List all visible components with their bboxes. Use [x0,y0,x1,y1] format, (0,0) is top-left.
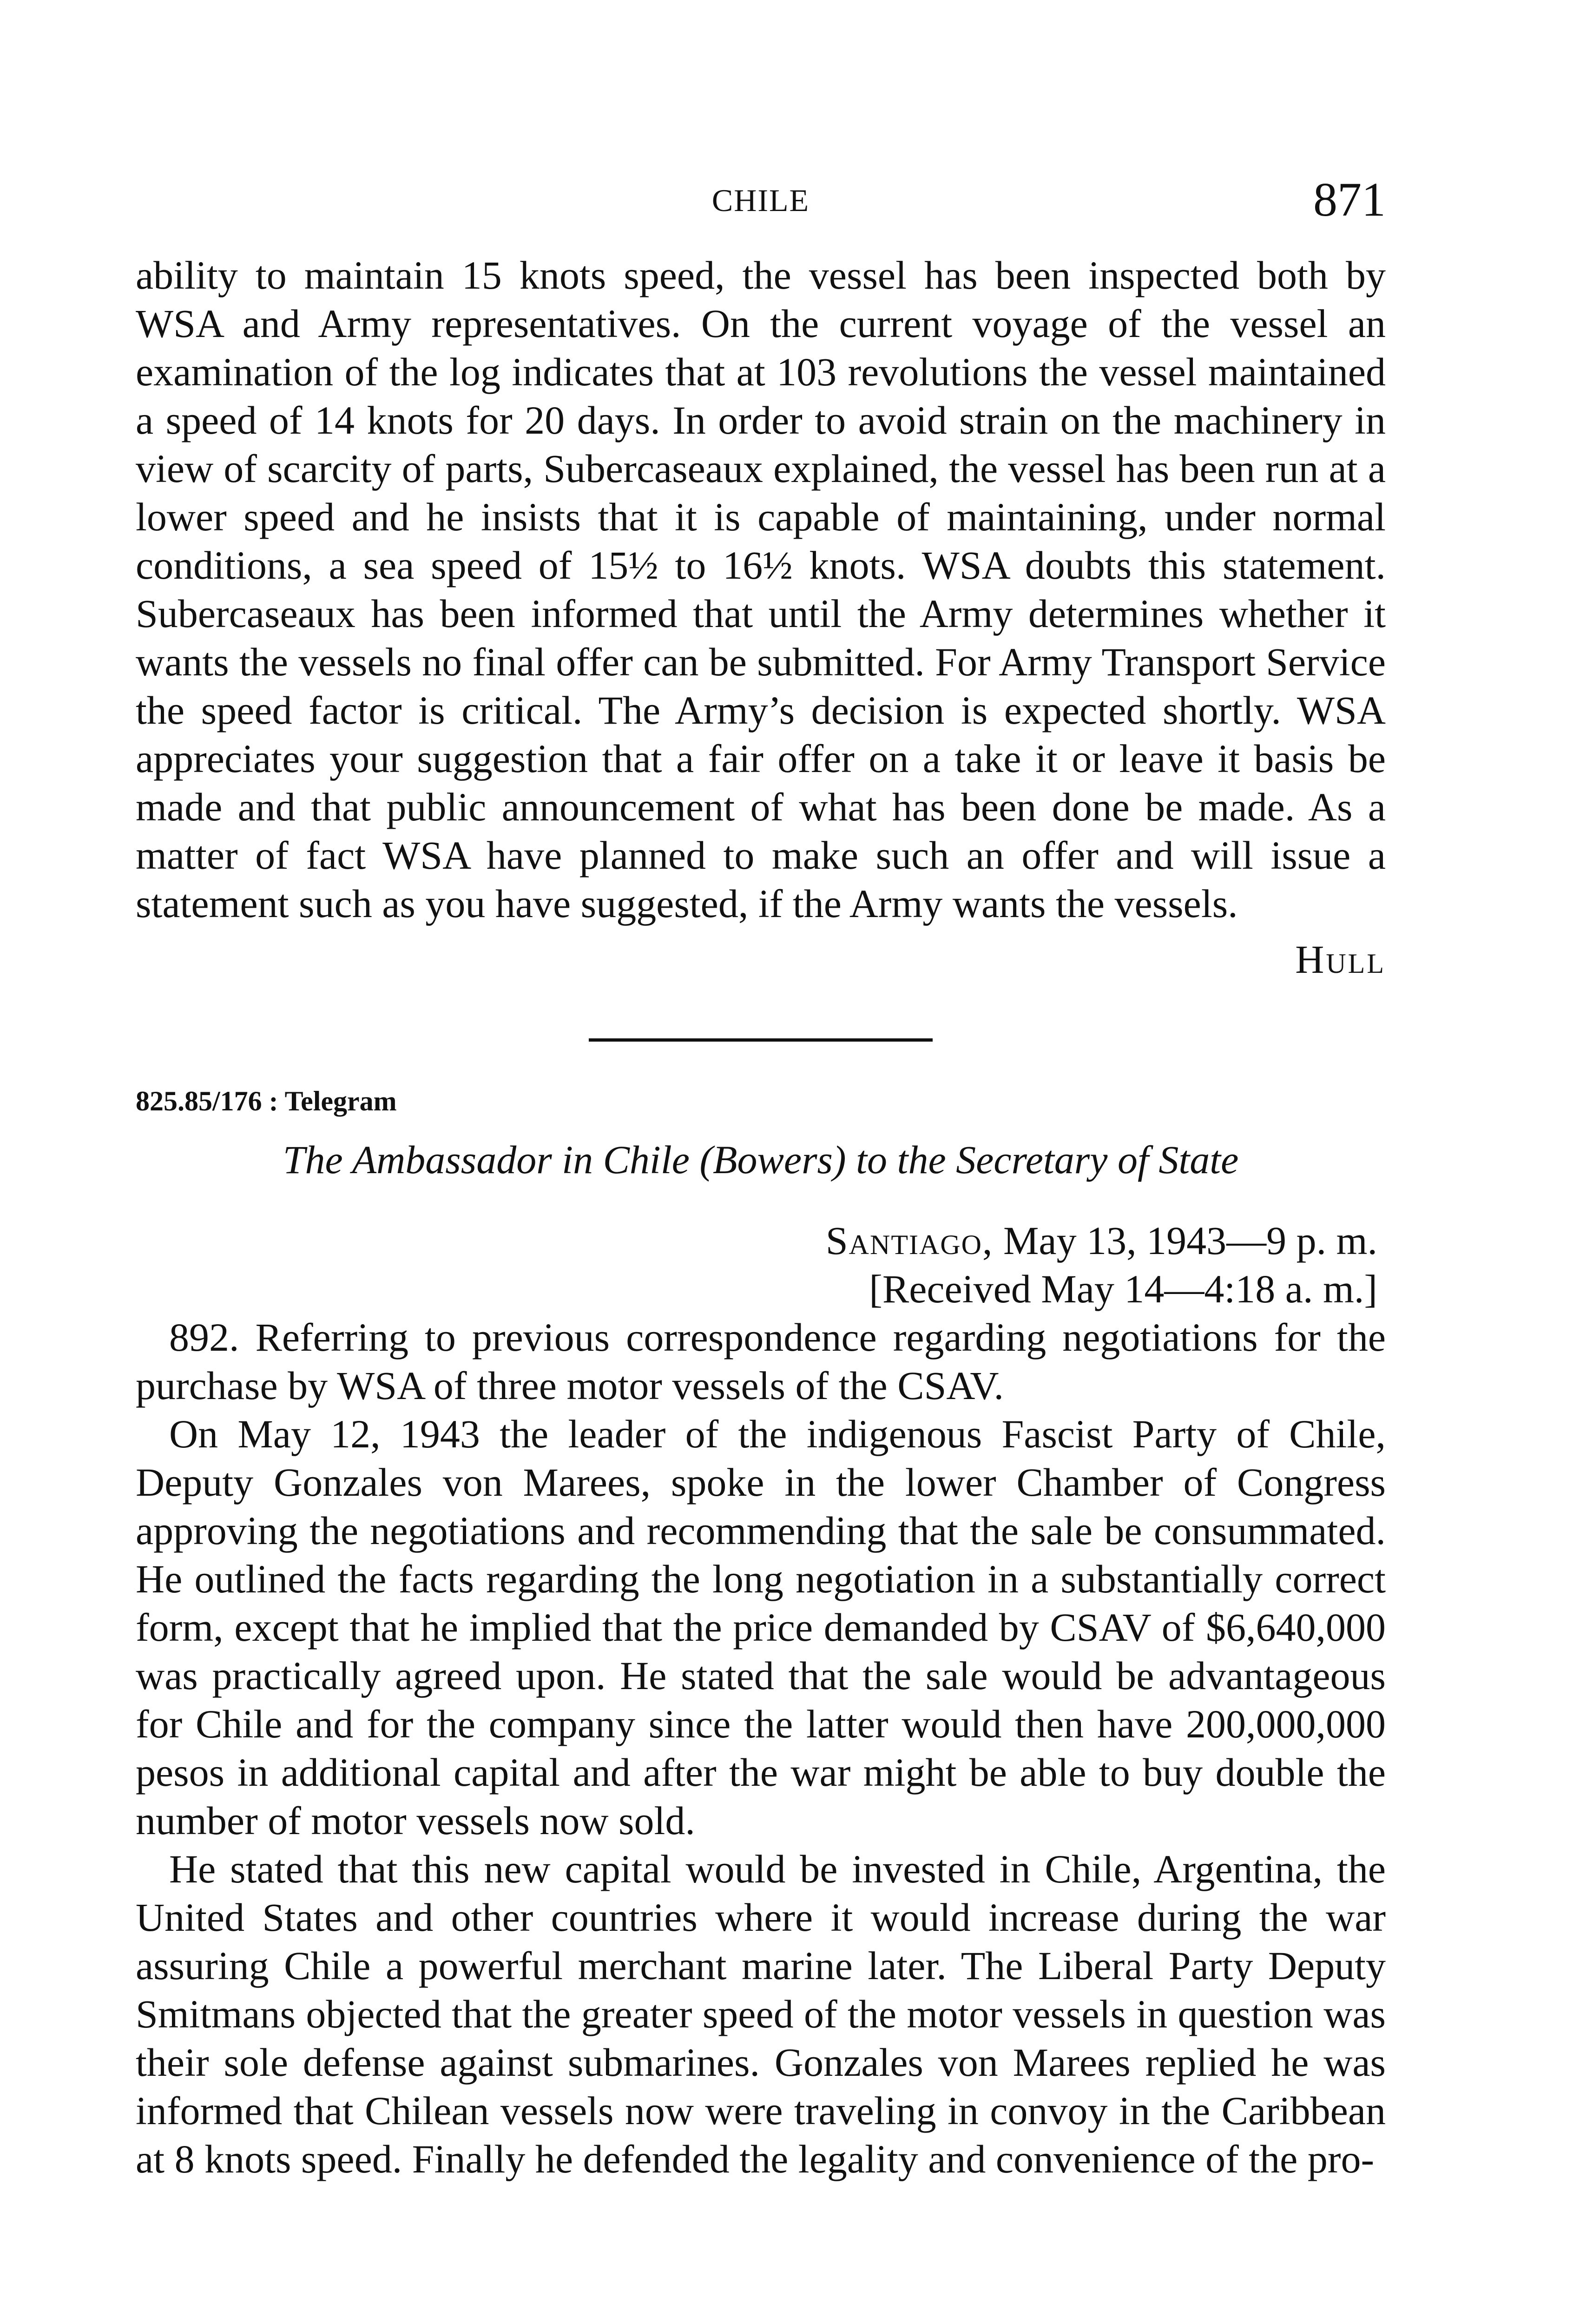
telegram-paragraph-3: He stated that this new capital would be invested in Chile, Argentina, the United States and other countries where it would increase during the war assuring Chile a powerful merchant marine later. The Liberal Party Deputy Smitmans objected that the greater speed of the motor vessels in question was their sole defense against submarines. Gonzales von Marees replied he was informed that Chilean vessels now were traveling in convoy in the Caribbean at 8 knots speed. Finally he defended the legality and convenience of the pro- [136,1847,1386,2181]
page-number: 871 [1313,173,1386,226]
running-header [136,172,1386,226]
section-divider [589,1038,933,1042]
dateline [136,1216,1386,1265]
file-reference: 825.85/176 : Telegram [136,1086,397,1116]
page-body [136,251,1386,2183]
signature-hull: Hull [1295,937,1386,982]
document-title: The Ambassador in Chile (Bowers) to the Secretary of State [283,1137,1239,1182]
dateline-place: Santiago, [825,1218,994,1263]
dateline-date: May 13, 1943—9 p. m. [993,1218,1377,1263]
telegram-paragraph-1: 892. Referring to previous correspondence regarding negotiations for the purchase by WSA of three motor vessels of the CSAV. [136,1315,1386,1408]
telegram-paragraph-2: On May 12, 1943 the leader of the indigenous Fascist Party of Chile, Deputy Gonzales von Marees, spoke in the lower Chamber of Congress approving the negotiations and recommending that the sale be consummated. He outlined the facts regarding the long negotiation in a substantially correct form, except that he implied that the price demanded by CSAV of $6,640,000 was practically agreed upon. He stated that the sale would be advantageous for Chile and for the company since the latter would then have 200,000,000 pesos in additional capital and after the war might be able to buy double the number of motor vessels now sold. [136,1412,1386,1843]
continued-paragraph: ability to maintain 15 knots speed, the vessel has been inspected both by WSA and Army representatives. On the current voyage of the vessel an examination of the log indicates that at 103 revolutions the vessel maintained a speed of 14 knots for 20 days. In order to avoid strain on the machinery in view of scarcity of parts, Subercaseaux explained, the vessel has been run at a lower speed and he insists that it is capable of maintaining, under normal conditions, a sea speed of 15½ to 16½ knots. WSA doubts this statement. Subercaseaux has been informed that until the Army determines whether it wants the vessels no final offer can be submitted. For Army Transport Service the speed factor is critical. The Army’s decision is expected shortly. WSA appreciates your suggestion that a fair offer on a take it or leave it basis be made and that public announcement of what has been done be made. As a matter of fact WSA have planned to make such an offer and will issue a statement such as you have suggested, if the Army wants the vessels. [136,253,1386,926]
running-title: CHILE [711,183,810,218]
received-line: [Received May 14—4:18 a. m.] [869,1267,1377,1311]
